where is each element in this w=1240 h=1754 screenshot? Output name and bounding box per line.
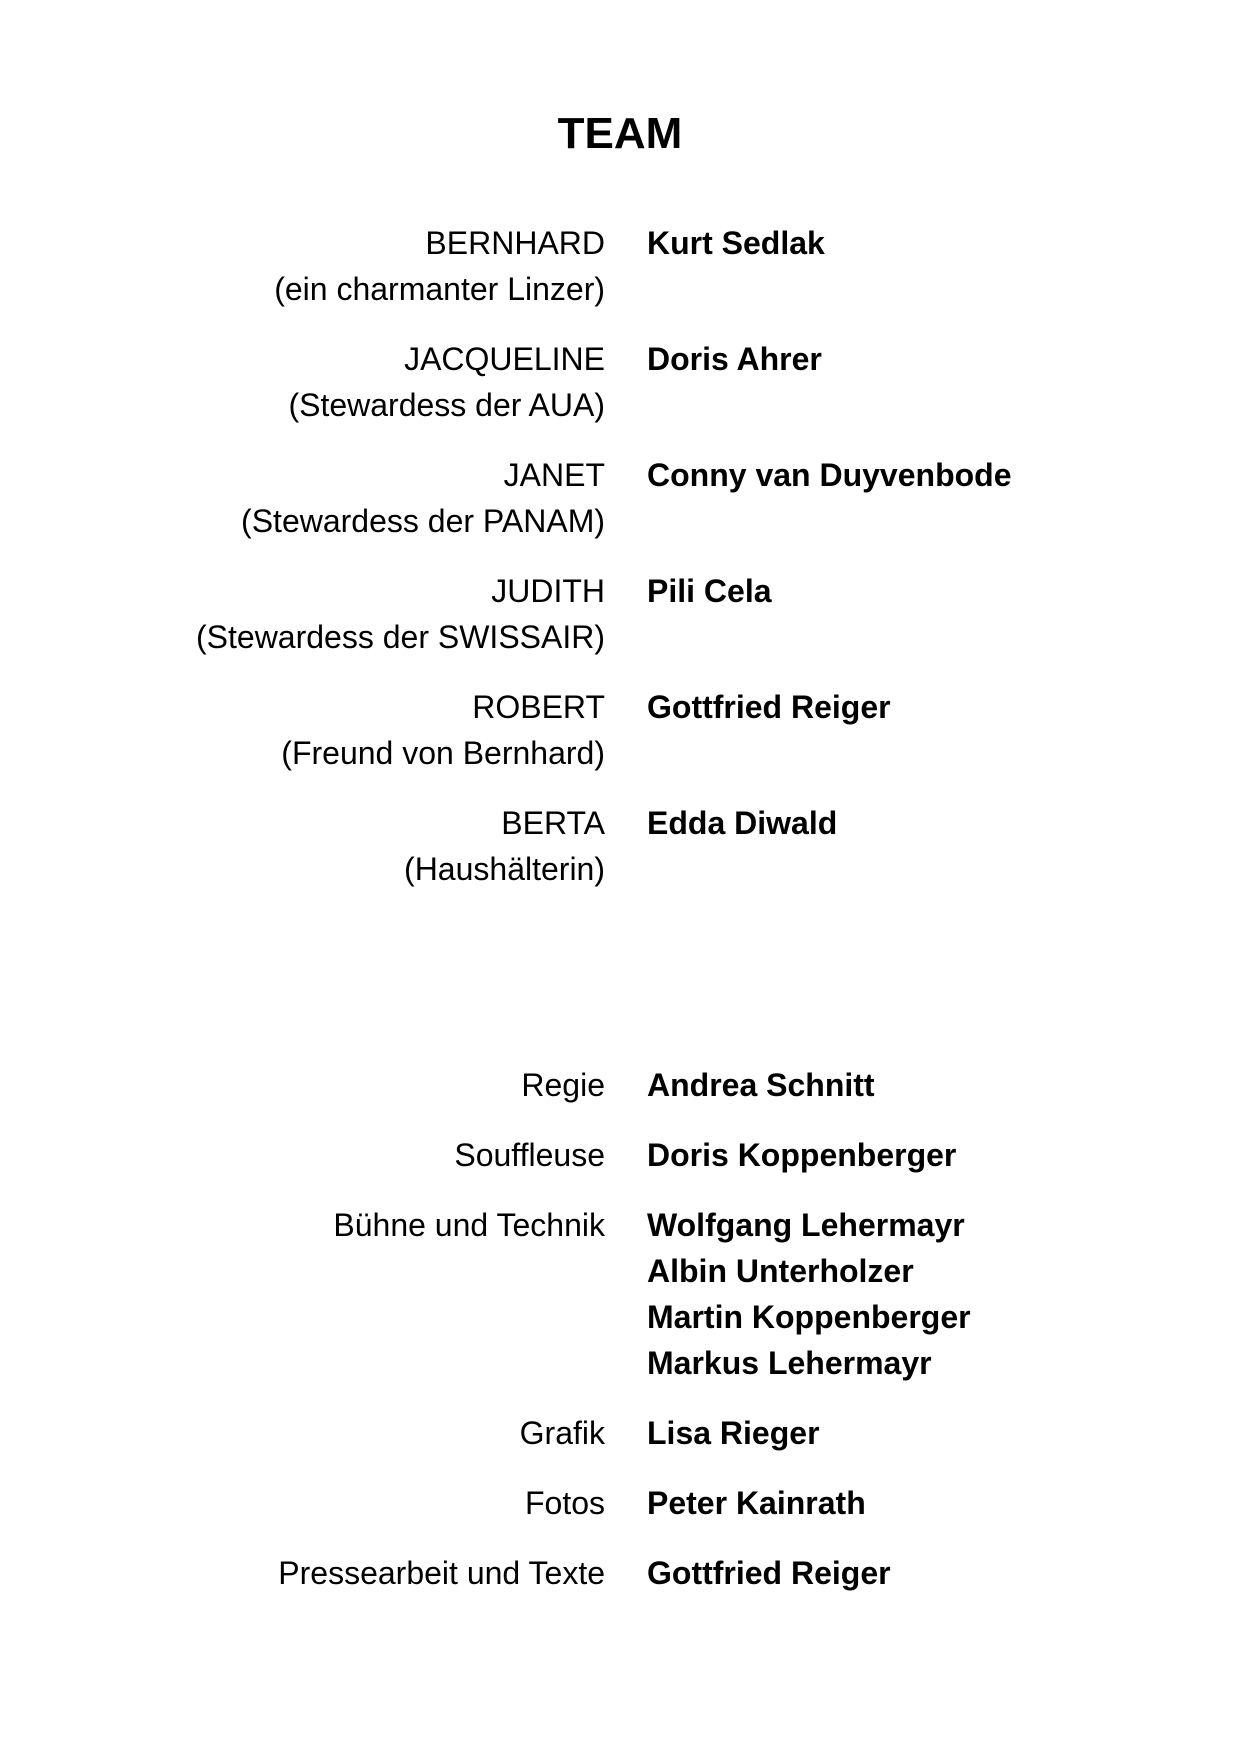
role-name: JUDITH bbox=[491, 573, 605, 609]
crew-function: Pressearbeit und Texte bbox=[278, 1555, 605, 1591]
crew-names bbox=[647, 1550, 891, 1596]
crew-function: Souffleuse bbox=[454, 1137, 605, 1173]
crew-member-name: Andrea Schnitt bbox=[647, 1067, 875, 1103]
role-name: JACQUELINE bbox=[404, 341, 605, 377]
cast-role-cell bbox=[0, 684, 605, 776]
crew-member-name: Lisa Rieger bbox=[647, 1415, 820, 1451]
role-name: ROBERT bbox=[472, 689, 605, 725]
actor-name: Pili Cela bbox=[647, 573, 772, 609]
cast-entry-berta bbox=[0, 800, 1240, 892]
cast-role-cell bbox=[0, 568, 605, 660]
crew-member-name: Doris Koppenberger bbox=[647, 1137, 957, 1173]
page-title: TEAM bbox=[557, 109, 683, 158]
actor-name: Edda Diwald bbox=[647, 805, 838, 841]
cast-entry-judith bbox=[0, 568, 1240, 660]
crew-member-name: Markus Lehermayr bbox=[647, 1345, 932, 1381]
crew-function: Bühne und Technik bbox=[333, 1207, 605, 1243]
crew-member-name: Albin Unterholzer bbox=[647, 1253, 914, 1289]
cast-entry-jacqueline bbox=[0, 336, 1240, 428]
actor-name: Doris Ahrer bbox=[647, 341, 822, 377]
crew-member-name: Martin Koppenberger bbox=[647, 1299, 971, 1335]
crew-entry-souffleuse bbox=[0, 1132, 1240, 1178]
crew-names bbox=[647, 1480, 866, 1526]
cast-role-cell bbox=[0, 336, 605, 428]
crew-names bbox=[647, 1132, 956, 1178]
role-name: BERTA bbox=[501, 805, 605, 841]
role-description: (Stewardess der PANAM) bbox=[241, 503, 605, 539]
cast-role-cell bbox=[0, 452, 605, 544]
crew-names bbox=[647, 1062, 875, 1108]
role-description: (Stewardess der SWISSAIR) bbox=[196, 619, 605, 655]
crew-function: Grafik bbox=[519, 1415, 605, 1451]
crew-function: Fotos bbox=[524, 1485, 605, 1521]
crew-function: Regie bbox=[521, 1067, 605, 1103]
role-description: (Stewardess der AUA) bbox=[288, 387, 605, 423]
actor-name: Gottfried Reiger bbox=[647, 689, 891, 725]
role-description: (Haushälterin) bbox=[404, 851, 605, 887]
cast-entry-bernhard bbox=[0, 220, 1240, 312]
role-name: BERNHARD bbox=[425, 225, 605, 261]
crew-member-name: Peter Kainrath bbox=[647, 1485, 866, 1521]
cast-entry-janet bbox=[0, 452, 1240, 544]
crew-entry-regie bbox=[0, 1062, 1240, 1108]
crew-entry-buehne-technik bbox=[0, 1202, 1240, 1386]
role-name: JANET bbox=[503, 457, 605, 493]
crew-names bbox=[647, 1410, 820, 1456]
crew-entry-grafik bbox=[0, 1410, 1240, 1456]
crew-list bbox=[0, 1062, 1240, 1620]
cast-role-cell bbox=[0, 220, 605, 312]
cast-role-cell bbox=[0, 800, 605, 892]
crew-entry-pressearbeit bbox=[0, 1550, 1240, 1596]
cast-entry-robert bbox=[0, 684, 1240, 776]
crew-member-name: Wolfgang Lehermayr bbox=[647, 1207, 965, 1243]
role-description: (Freund von Bernhard) bbox=[281, 735, 605, 771]
role-description: (ein charmanter Linzer) bbox=[274, 271, 605, 307]
cast-list bbox=[0, 220, 1240, 916]
actor-name: Conny van Duyvenbode bbox=[647, 457, 1012, 493]
crew-entry-fotos bbox=[0, 1480, 1240, 1526]
crew-names bbox=[647, 1202, 971, 1386]
crew-member-name: Gottfried Reiger bbox=[647, 1555, 891, 1591]
actor-name: Kurt Sedlak bbox=[647, 225, 825, 261]
